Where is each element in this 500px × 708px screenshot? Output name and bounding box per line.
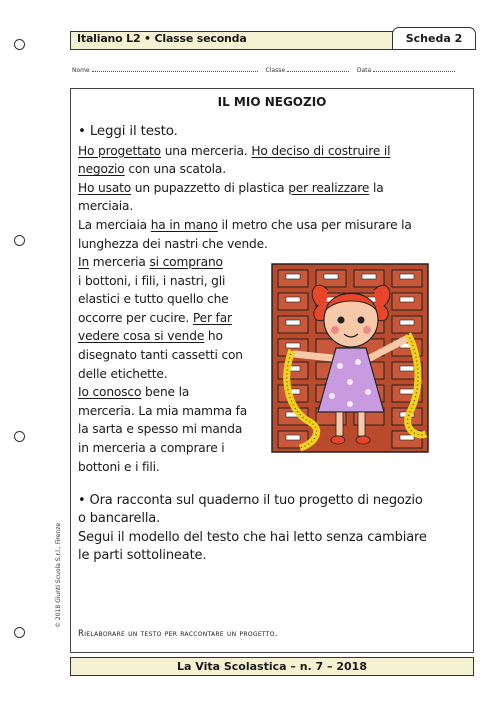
- data-label: Data: [356, 67, 372, 74]
- text-line: negozio con una scatola.: [78, 162, 226, 177]
- text-line: in merceria a comprare i: [78, 440, 225, 455]
- page-title: IL MIO NEGOZIO: [217, 95, 327, 109]
- task-caption: Rielaborare un testo per raccontare un progetto.: [78, 629, 278, 639]
- text-line: • Leggi il testo.: [78, 124, 178, 139]
- reading-text-top: [78, 123, 412, 253]
- text-line: disegnato tanti cassetti con: [78, 347, 243, 362]
- text-line: In merceria si comprano: [78, 255, 223, 269]
- punch-hole-1: [14, 39, 25, 50]
- nome-line[interactable]: [92, 66, 258, 72]
- text-line: merceria. La mia mamma fa: [78, 403, 248, 418]
- classe-line[interactable]: [287, 66, 349, 72]
- instruction-line: • Ora racconta sul quaderno il tuo progetto di negozio: [78, 493, 423, 508]
- text-line: Ho progettato una merceria. Ho deciso di costruire il: [78, 143, 391, 158]
- copyright-caption: © 2018 Giunti Scuola S.r.l., Firenze: [55, 522, 62, 628]
- text-line: La merciaia ha in mano il metro che usa per misurare la: [78, 217, 412, 232]
- text-line: bottoni e i fili.: [78, 459, 160, 474]
- instructions: [78, 492, 427, 566]
- text-line: Io conosco bene la: [78, 385, 190, 400]
- instruction-line: Segui il modello del testo che hai letto senza cambiare: [78, 529, 427, 545]
- classe-label: Classe: [265, 67, 286, 74]
- text-line: la sarta e spesso mi manda: [78, 422, 243, 437]
- punch-hole-3: [14, 431, 25, 442]
- text-line: Ho usato un pupazzetto di plastica per realizzare la: [78, 180, 384, 195]
- text-line: lunghezza dei nastri che vende.: [78, 236, 268, 251]
- punch-hole-4: [14, 627, 25, 638]
- text-line: vedere cosa si vende ho: [78, 329, 223, 344]
- merceria-illustration: [270, 262, 430, 454]
- footer-bar: La Vita Scolastica – n. 7 – 2018: [70, 657, 474, 676]
- text-line: i bottoni, i fili, i nastri, gli: [78, 273, 226, 288]
- punch-hole-2: [14, 235, 25, 246]
- text-line: delle etichette.: [78, 366, 168, 381]
- header-title: Italiano L2 • Classe seconda: [77, 32, 247, 45]
- data-line[interactable]: [373, 66, 455, 72]
- scheda-tab: Scheda 2: [392, 27, 476, 50]
- nome-label: Nome: [72, 67, 90, 74]
- instruction-line: le parti sottolineate.: [78, 548, 207, 564]
- text-line: merciaia.: [78, 199, 134, 214]
- reading-text-column: [78, 253, 247, 476]
- text-line: elastici e tutto quello che: [78, 292, 229, 307]
- student-fields: [72, 66, 455, 74]
- text-line: occorre per cucire. Per far: [78, 310, 232, 325]
- instruction-line: o bancarella.: [78, 511, 161, 527]
